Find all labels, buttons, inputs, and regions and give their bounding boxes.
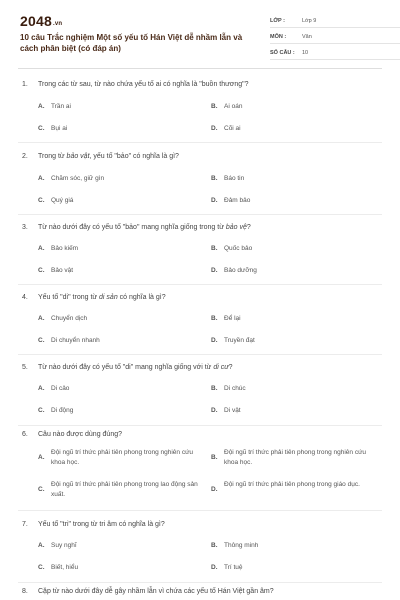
question-stem: 6. Câu nào được dùng đúng?	[22, 431, 123, 438]
header-divider	[18, 68, 382, 69]
meta-question-count: SỐ CÂU : 10	[270, 46, 400, 60]
question-divider	[18, 510, 382, 511]
option-c[interactable]: C. Quý giá	[38, 197, 74, 204]
meta-grade: LỚP : Lớp 9	[270, 14, 400, 28]
question-divider	[18, 214, 382, 215]
option-a[interactable]: A. Trần ai	[38, 103, 71, 110]
question-divider	[18, 425, 382, 426]
question-stem: 1. Trong các từ sau, từ nào chứa yếu tố ai có nghĩa là "buồn thương"?	[22, 81, 249, 88]
option-b[interactable]: B. Ai oán	[211, 103, 243, 110]
option-a[interactable]: A. Chăm sóc, giữ gìn	[38, 175, 105, 182]
question-divider	[18, 354, 382, 355]
question-divider	[18, 142, 382, 143]
option-b[interactable]: B. Thông minh	[211, 542, 259, 549]
option-d[interactable]: D. Cõi ai	[211, 125, 241, 132]
option-d[interactable]: D. Bảo dưỡng	[211, 267, 257, 274]
option-b[interactable]: B. Quốc bảo	[211, 245, 253, 252]
option-a[interactable]: A. Đội ngũ trí thức phải tiên phong trong nghiên cứu khoa học.	[38, 449, 194, 466]
option-d[interactable]: D. Di vật	[211, 407, 241, 414]
option-a[interactable]: A. Bảo kiếm	[38, 245, 79, 252]
page-title: 10 câu Trắc nghiệm Một số yếu tố Hán Việt dễ nhầm lẫn và cách phân biệt (có đáp án)	[20, 33, 243, 53]
question-stem: 5. Từ nào dưới đây có yếu tố "di" mang nghĩa giống với từ di cư?	[22, 364, 233, 371]
page-header	[18, 0, 382, 68]
option-c[interactable]: C. Di động	[38, 407, 74, 414]
question-stem: 8. Cặp từ nào dưới đây dễ gây nhầm lẫn vì chứa các yếu tố Hán Việt gần âm?	[22, 588, 274, 595]
question-divider	[18, 582, 382, 583]
option-d[interactable]: D. Đội ngũ trí thức phải tiên phong trong giáo dục.	[211, 481, 360, 493]
question-stem: 3. Từ nào dưới đây có yếu tố "bảo" mang nghĩa giống trong từ bảo vệ?	[22, 224, 251, 231]
option-c[interactable]: C. Bụi ai	[38, 125, 68, 132]
option-b[interactable]: B. Báo tin	[211, 175, 245, 182]
option-b[interactable]: B. Di chúc	[211, 385, 246, 392]
option-b[interactable]: B. Để lại	[211, 315, 241, 322]
site-logo[interactable]: 2048.vn	[20, 13, 63, 29]
question-stem: 7. Yếu tố "tri" trong từ tri âm có nghĩa là gì?	[22, 521, 165, 528]
option-d[interactable]: D. Truyền đạt	[211, 337, 255, 344]
question-divider	[18, 284, 382, 285]
meta-subject: MÔN : Văn	[270, 30, 400, 44]
quiz-meta	[270, 14, 400, 62]
question-stem: 4. Yếu tố "di" trong từ di sản có nghĩa là gì?	[22, 294, 166, 301]
option-d[interactable]: D. Đảm bảo	[211, 197, 251, 204]
option-a[interactable]: A. Chuyển dịch	[38, 315, 88, 322]
option-c[interactable]: C. Bảo vật	[38, 267, 74, 274]
option-b[interactable]: B. Đội ngũ trí thức phải tiên phong trong nghiên cứu khoa học.	[211, 449, 367, 466]
option-c[interactable]: C. Biết, hiểu	[38, 564, 79, 571]
question-stem: 2. Trong từ bảo vật, yếu tố "bảo" có nghĩa là gì?	[22, 153, 179, 160]
option-c[interactable]: C. Đội ngũ trí thức phải tiên phong trong lao động sản xuất.	[38, 481, 198, 498]
option-d[interactable]: D. Trí tuệ	[211, 564, 243, 571]
option-a[interactable]: A. Suy nghĩ	[38, 542, 77, 549]
option-c[interactable]: C. Di chuyển nhanh	[38, 337, 100, 344]
option-a[interactable]: A. Di cảo	[38, 385, 70, 392]
